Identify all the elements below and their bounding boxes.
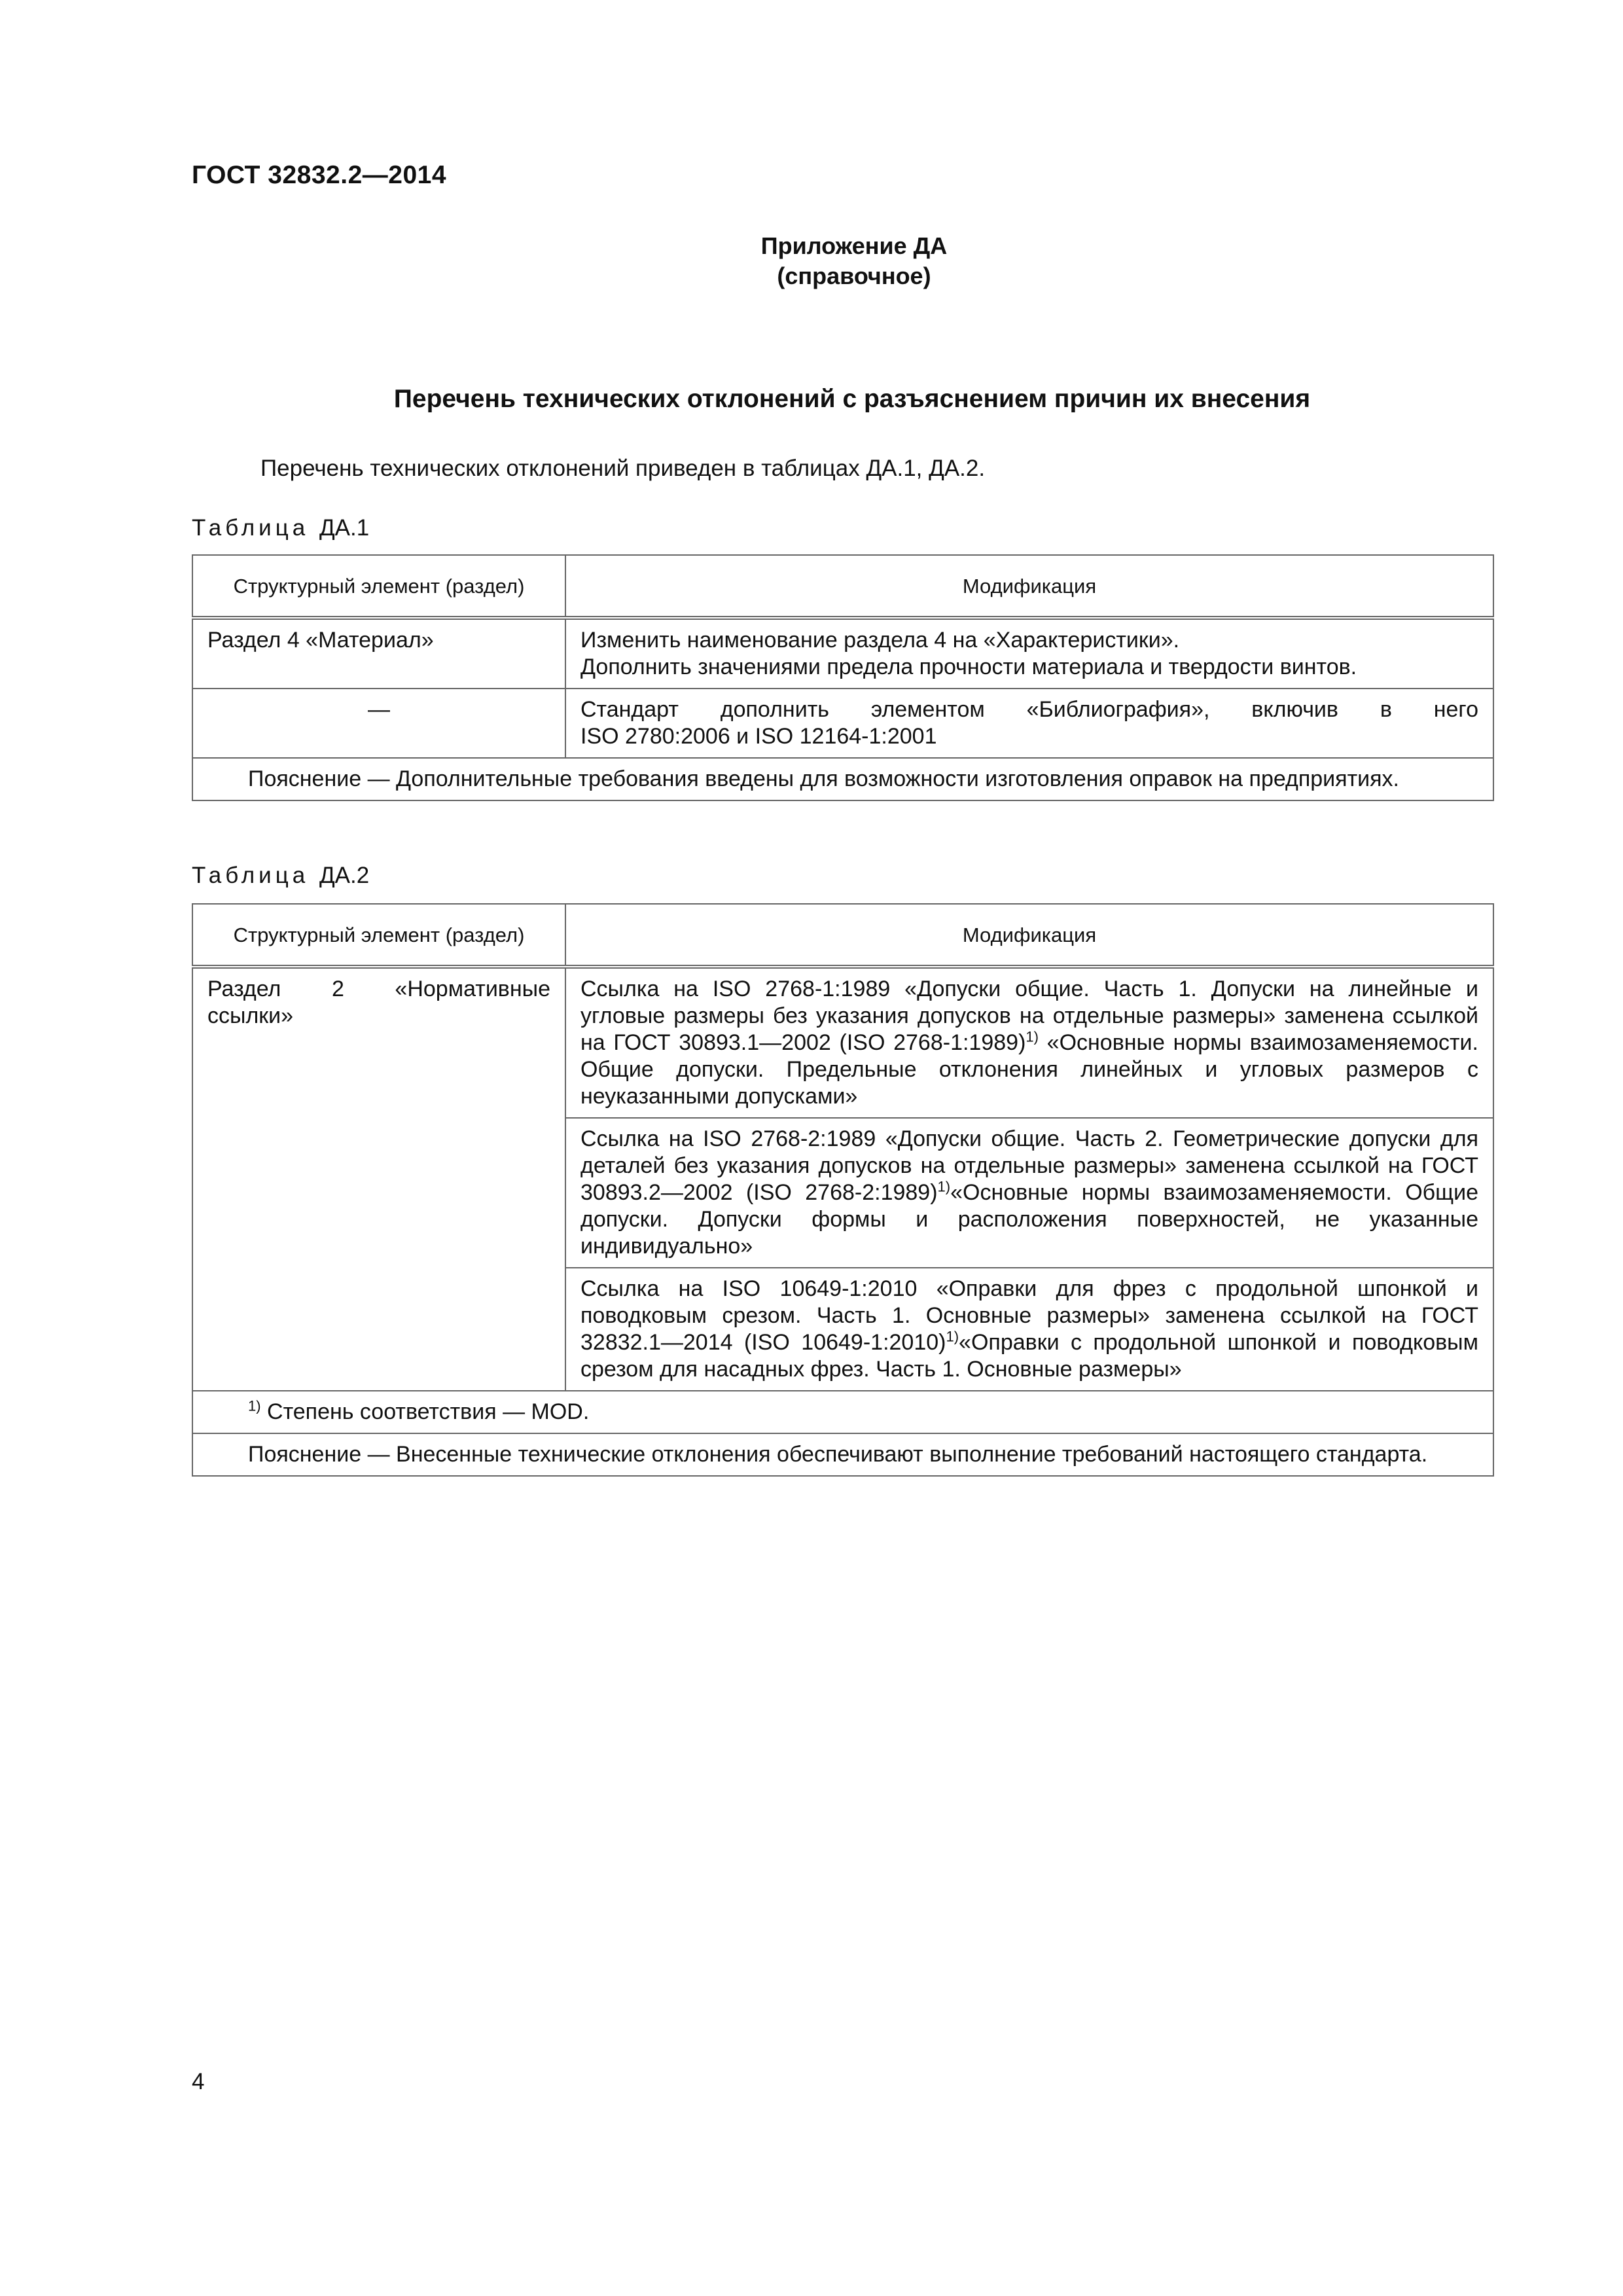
table2-element: [192, 967, 565, 1391]
intro-paragraph: Перечень технических отклонений приведен в таблицах ДА.1, ДА.2.: [260, 456, 986, 481]
table2-mod2: [565, 1118, 1493, 1268]
footnote-ref: 1): [946, 1328, 959, 1345]
table-row: [192, 618, 1493, 689]
table1-row2-modification: [565, 689, 1493, 758]
table2-mod3-text: Ссылка на ISO 10649-1:2010 «Оправки для фрез с продольной шпонкой и поводковым срезом. Часть 1. Основные размеры» заменена ссылкой на ГОСТ 32832.1—2014 (ISO 10649-1:2010): [580, 1276, 1478, 1355]
footnote-ref: 1): [937, 1178, 951, 1195]
annex-title: Приложение ДА: [760, 232, 948, 259]
table-row: [192, 689, 1493, 758]
annex-subtitle: (справочное): [777, 262, 931, 289]
table2-element-text: Раздел 2 «Нормативные ссылки»: [207, 977, 550, 1028]
table2-footnote-row: [192, 1391, 1493, 1433]
table2-mod2-text-cont: «Основные нормы взаимозаменяемости. Общие допуски. Допуски формы и расположения поверхностей, не указанные индивидуально»: [580, 1180, 1478, 1259]
section-title: Перечень технических отклонений с разъяснением причин их внесения: [393, 385, 1311, 413]
table1-row1-mod-line1: Изменить наименование раздела 4 на «Характеристики».: [580, 628, 1180, 653]
table2-label-word: Таблица: [192, 863, 310, 888]
footnote-mark: 1): [248, 1397, 261, 1414]
table2-header-row: [192, 904, 1493, 967]
table1-row2-element: —: [192, 689, 565, 758]
table2-header-element: Структурный элемент (раздел): [192, 904, 565, 967]
table1-header-row: [192, 555, 1493, 618]
table2-footnote: [192, 1391, 1493, 1433]
footnote-ref: 1): [1026, 1028, 1039, 1045]
table2-mod3-text-cont: «Оправки с продольной шпонкой и поводковым срезом для насадных фрез. Часть 1. Основные размеры»: [580, 1330, 1478, 1382]
table2-mod3: [565, 1268, 1493, 1391]
table1-header-modification: Модификация: [565, 555, 1493, 618]
table-da1: [192, 554, 1494, 801]
table1-row1-element: Раздел 4 «Материал»: [192, 618, 565, 689]
table2-mod1: [565, 967, 1493, 1118]
table2-note: Пояснение — Внесенные технические отклонения обеспечивают выполнение требований настоящего стандарта.: [192, 1433, 1493, 1476]
table1-header-element: Структурный элемент (раздел): [192, 555, 565, 618]
table-row: [192, 967, 1493, 1118]
table1-row1-modification: [565, 618, 1493, 689]
table2-label: [192, 863, 369, 889]
table1-label: [192, 515, 369, 541]
table1-label-word: Таблица: [192, 515, 310, 541]
table2-mod1-text-cont: «Основные нормы взаимозаменяемости. Общие допуски. Предельные отклонения линейных и угловых размеров с неуказанными допусками»: [580, 1030, 1478, 1109]
table2-note-row: [192, 1433, 1493, 1476]
footnote-text: Степень соответствия — MOD.: [260, 1399, 590, 1424]
table1-row2-mod-line1: Стандарт дополнить элементом «Библиография», включив в него: [580, 697, 1478, 722]
table1-label-number: ДА.1: [319, 515, 370, 541]
table1-note-row: [192, 758, 1493, 800]
table1-row2-mod-line2: ISO 2780:2006 и ISO 12164-1:2001: [580, 724, 937, 749]
table2-mod1-text: Ссылка на ISO 2768-1:1989 «Допуски общие. Часть 1. Допуски на линейные и угловые размеры без указания допусков на отдельные размеры» заменена ссылкой на ГОСТ 30893.1—2002 (ISO 2768-1:1989): [580, 977, 1478, 1055]
table1-row1-mod-line2: Дополнить значениями предела прочности материала и твердости винтов.: [580, 655, 1357, 679]
page-number: 4: [192, 2069, 205, 2094]
table2-label-number: ДА.2: [319, 863, 370, 888]
table2-header-modification: Модификация: [565, 904, 1493, 967]
annex-heading: [0, 231, 1623, 291]
table-da2: [192, 903, 1494, 1477]
table2-mod2-text: Ссылка на ISO 2768-2:1989 «Допуски общие. Часть 2. Геометрические допуски для деталей без указания допусков на отдельные размеры» заменена ссылкой на ГОСТ 30893.2—2002 (ISO 2768-2:1989): [580, 1126, 1478, 1205]
table1-note: Пояснение — Дополнительные требования введены для возможности изготовления оправок на предприятиях.: [192, 758, 1493, 800]
document-code: ГОСТ 32832.2—2014: [192, 161, 447, 189]
